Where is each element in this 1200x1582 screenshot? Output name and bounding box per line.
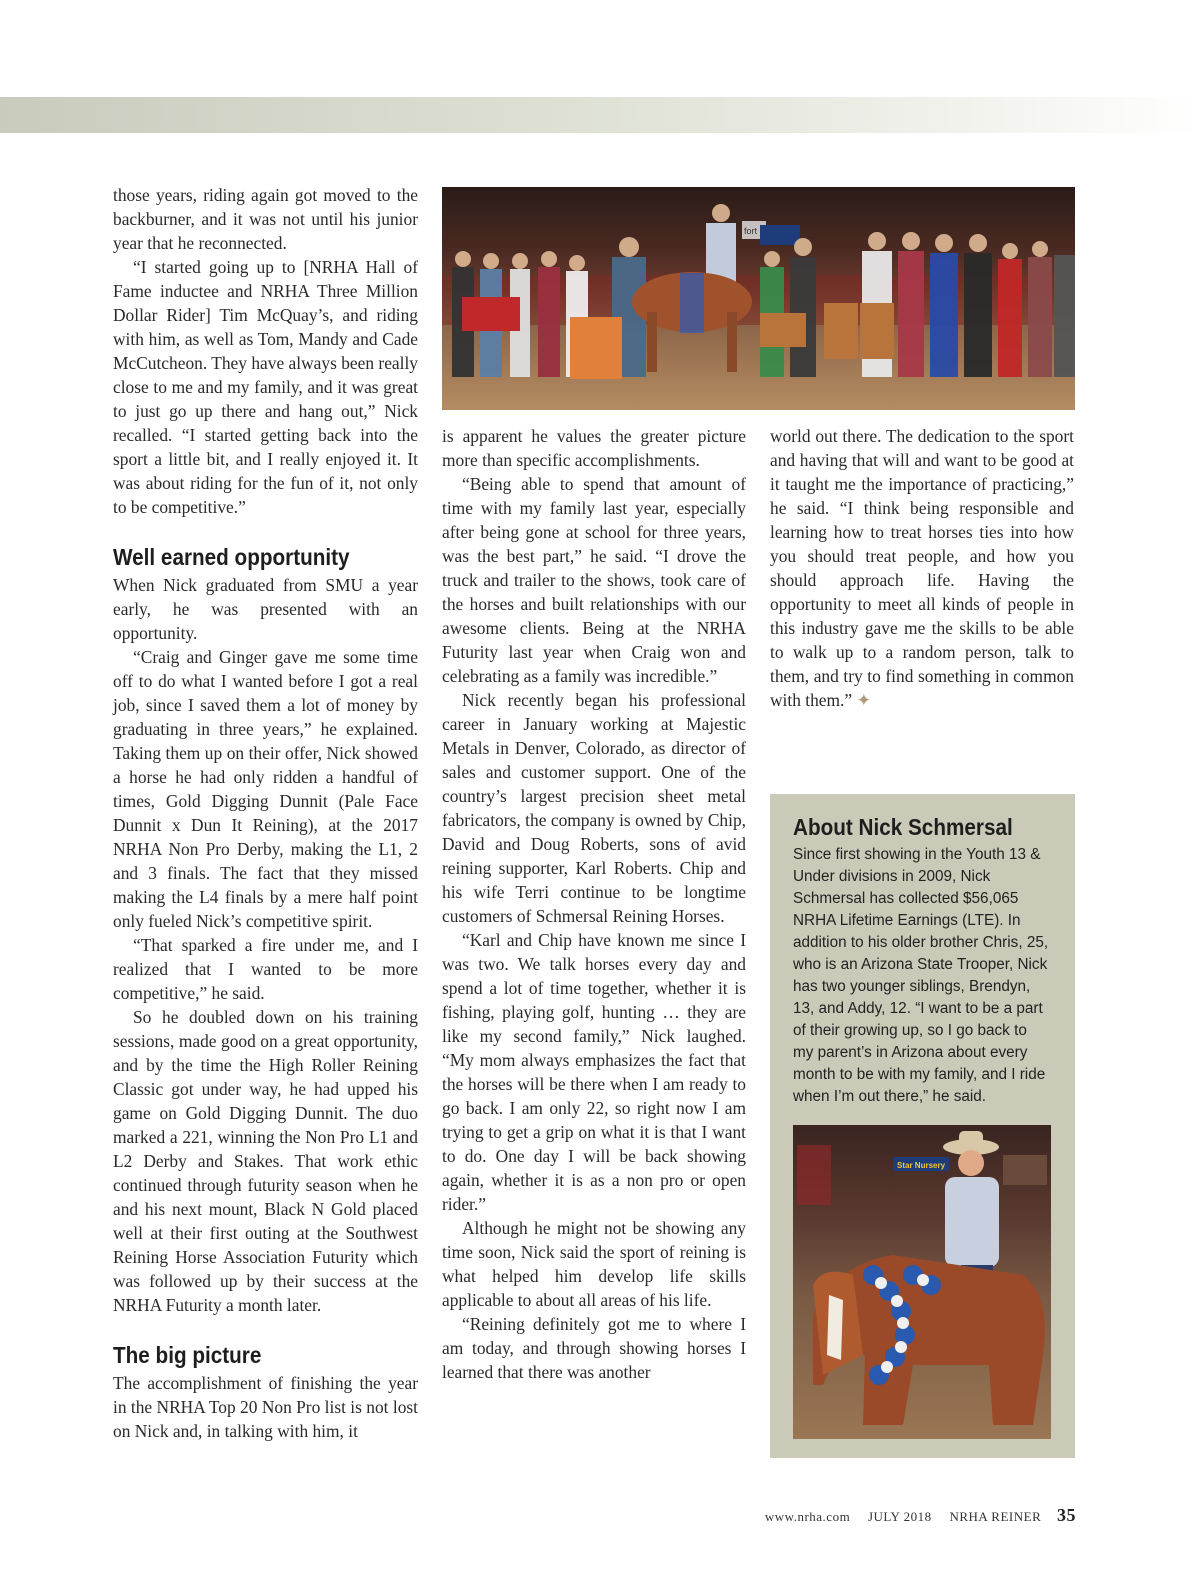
footer-date: JULY 2018 — [867, 1509, 932, 1524]
paragraph: “Craig and Ginger gave me some time off to do what I wanted before I got a real job, since I saved them a lot of money by graduating in three years,” he explained. Taking them up on their offer, Nick showed a horse he had only ridden a handful of times, Gold Digging Dunnit (Pale Face Dunnit x Dun It Reining), at the 2017 NRHA Non Pro Derby, making the L1, 2 and 3 finals. The fact that they missed making the L4 finals by a mere half point only fueled Nick’s competitive spirit. — [113, 647, 418, 931]
paragraph: “I started going up to [NRHA Hall of Fame inductee and NRHA Three Million Dollar Rider] Tim McQuay’s, and riding with him, as well as Tom, Mandy and Cade McCutcheon. They have always been really close to me and my family, and it was great to just go up there and hang out,” Nick recalled. “I started getting back into the sport a little bit, and I really enjoyed it. It was about riding for the fun of it, not only to be competitive.” — [113, 257, 418, 517]
paragraph: Nick recently began his professional career in January working at Majestic Metals in Denver, Colorado, as director of sales and customer support. One of the country’s largest precision sheet metal fabricators, the company is owned by Chip, David and Doug Roberts, sons of avid reining supporter, Karl Roberts. Chip and his wife Terri continue to be longtime customers of Schmersal Reining Horses. — [442, 690, 746, 926]
end-mark-icon: ✦ — [856, 690, 872, 710]
section-heading: The big picture — [113, 1342, 262, 1368]
group-photo-illustration — [442, 187, 1075, 410]
paragraph: “Karl and Chip have known me since I was two. We talk horses every day and spend a lot of time together, whether it is fishing, playing golf, hunting … they are like my second family,” Nick laughed. “My mom always emphasizes the fact that the horses will be there when I am ready to go back. I am only 22, so right now I am trying to get a grip on what it is that I want to do. One day I will be back showing again, whether it is as a non pro or open rider.” — [442, 930, 746, 1214]
section-heading: Well earned opportunity — [113, 544, 350, 570]
arena-banner: Star Nursery — [897, 1161, 946, 1170]
arena-sign: fort — [744, 226, 758, 236]
article-column-2 — [442, 424, 746, 1384]
footer-magazine: NRHA REINER — [949, 1509, 1042, 1524]
sidebar-title: About Nick Schmersal — [793, 814, 1013, 840]
paragraph — [770, 424, 1074, 712]
paragraph: Although he might not be showing any time soon, Nick said the sport of reining is what helped him develop life skills applicable to about all areas of his life. — [442, 1218, 746, 1310]
paragraph: “Being able to spend that amount of time with my family last year, especially after being gone at school for three years, was the best part,” he said. “I drove the truck and trailer to the shows, took care of the horses and built relationships with our awesome clients. Being at the NRHA Futurity last year when Craig won and celebrating as a family was incredible.” — [442, 474, 746, 686]
page-footer — [751, 1505, 1076, 1526]
group-award-photo — [442, 187, 1075, 410]
paragraph: is apparent he values the greater picture more than specific accomplishments. — [442, 426, 746, 470]
paragraph: When Nick graduated from SMU a year early, he was presented with an opportunity. — [113, 575, 418, 643]
paragraph: So he doubled down on his training sessions, made good on a great opportunity, and by the time the High Roller Reining Classic got under way, he had upped his game on Gold Digging Dunnit. The duo marked a 221, winning the Non Pro L1 and L2 Derby and Stakes. That work ethic continued through futurity season when he and his next mount, Black N Gold placed well at their first outing at the Southwest Reining Horse Association Futurity which was followed up by their success at the NRHA Futurity a month later. — [113, 1007, 418, 1315]
paragraph: “Reining definitely got me to where I am today, and through showing horses I learned that there was another — [442, 1314, 746, 1382]
paragraph-text: world out there. The dedication to the sport and having that will and want to be good at it taught me the importance of practicing,” he said. “I think being responsible and learning how to treat horses ties into how you should treat people, and how you should approach life. Having the opportunity to meet all kinds of people in this industry gave me the skills to be able to walk up to a random person, talk to them, and try to find something in common with them.” — [770, 426, 1074, 710]
article-column-1 — [113, 183, 418, 1443]
footer-url: www.nrha.com — [764, 1509, 851, 1524]
page-number: 35 — [1057, 1505, 1076, 1525]
header-band — [0, 97, 1200, 133]
paragraph: “That sparked a fire under me, and I realized that I wanted to be more competitive,” he said. — [113, 935, 418, 1003]
rider-photo — [793, 1125, 1051, 1439]
paragraph: The accomplishment of finishing the year in the NRHA Top 20 Non Pro list is not lost on Nick and, in talking with him, it — [113, 1373, 418, 1441]
article-column-3 — [770, 424, 1074, 712]
sidebar-text: Since first showing in the Youth 13 & Under divisions in 2009, Nick Schmersal has collected $56,065 NRHA Lifetime Earnings (LTE). In addition to his older brother Chris, 25, who is an Arizona State Trooper, Nick has two younger siblings, Brendyn, 13, and Addy, 12. “I want to be a part of their growing up, so I go back to my parent’s in Arizona about every month to be with my family, and I ride when I’m out there,” he said. — [793, 846, 1049, 1105]
paragraph: those years, riding again got moved to the backburner, and it was not until his junior year that he reconnected. — [113, 185, 418, 253]
rider-photo-illustration — [793, 1125, 1051, 1439]
